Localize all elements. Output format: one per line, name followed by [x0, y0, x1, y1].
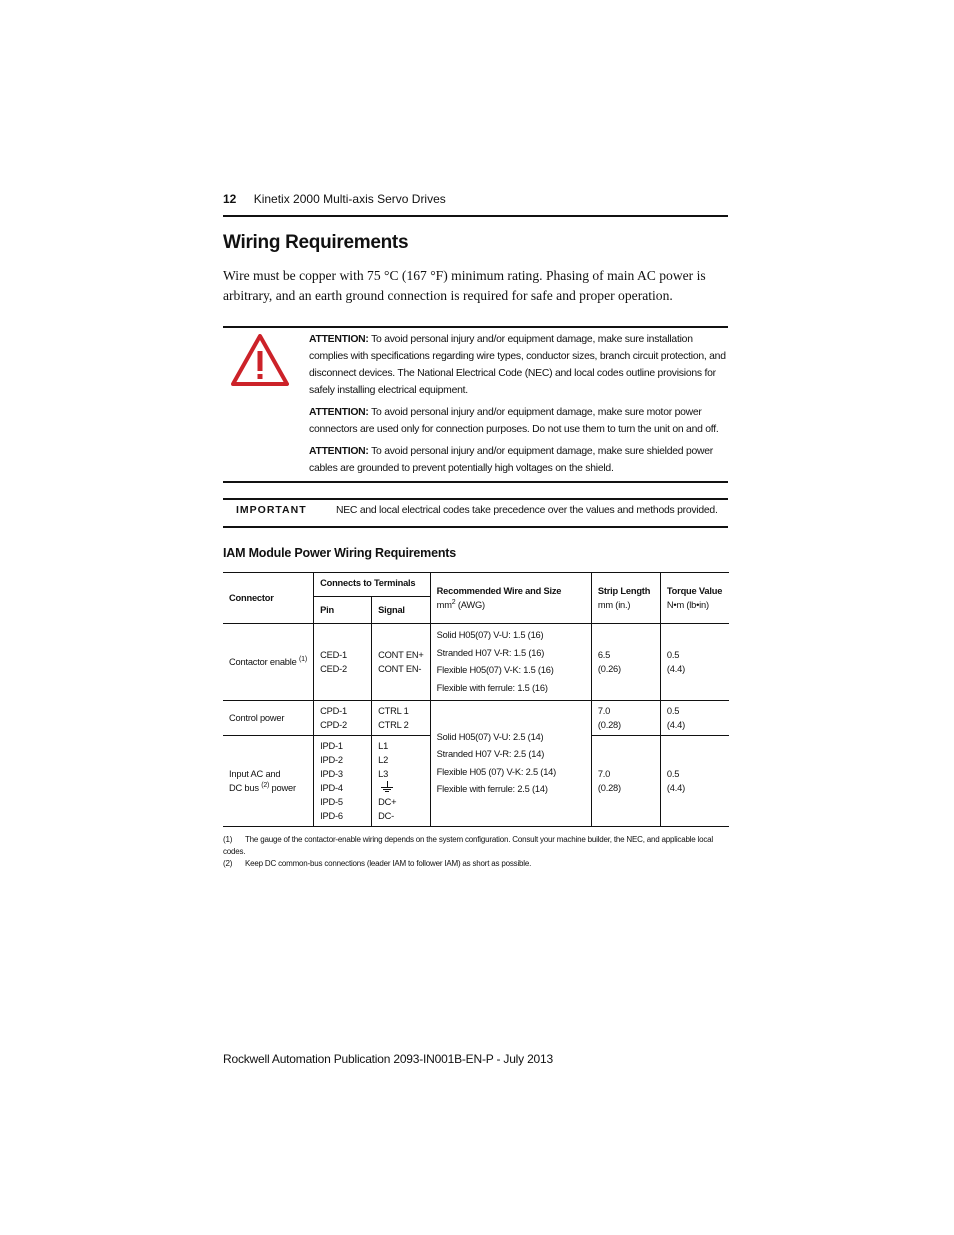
attention-label: ATTENTION: — [309, 446, 369, 457]
table-row — [223, 701, 729, 736]
header-torque-unit: N•m (lb•in) — [666, 600, 709, 610]
page-footer: Rockwell Automation Publication 2093-IN001B-EN-P - July 2013 — [223, 1052, 553, 1066]
header-wire — [430, 573, 591, 624]
attention-message: To avoid personal injury and/or equipment damage, make sure motor power connectors are used only for connection purposes. Do not use them to turn the unit on and off. — [309, 407, 719, 435]
pin-cell: IPD-1 IPD-2 IPD-3 IPD-4 IPD-5 IPD-6 — [314, 736, 372, 827]
footnote: (1) The gauge of the contactor-enable wiring depends on the system configuration. Consult your machine builder, the NEC, and applicable local codes. — [223, 835, 714, 856]
attention-text — [309, 331, 730, 482]
signal-cell: CTRL 1 CTRL 2 — [372, 701, 431, 736]
page-header — [223, 192, 728, 206]
important-box — [223, 498, 728, 528]
attention-item — [309, 331, 730, 399]
attention-box — [223, 326, 728, 483]
strip-cell: 6.5 (0.26) — [591, 624, 660, 701]
intro-paragraph: Wire must be copper with 75 °C (167 °F) minimum rating. Phasing of main AC power is arbitrary, and an earth ground connection is required for safe and proper operation. — [223, 268, 706, 303]
connector-cell: Contactor enable $^{(1)}$ — [223, 624, 314, 701]
header-strip-label: Strip Length — [597, 586, 651, 596]
attention-item — [309, 443, 730, 477]
wiring-table — [223, 572, 729, 827]
attention-label: ATTENTION: — [309, 407, 369, 418]
page-number: 12 — [223, 192, 237, 206]
ground-icon — [381, 781, 393, 793]
table-title: IAM Module Power Wiring Requirements — [223, 546, 456, 560]
header-signal: Signal — [372, 597, 431, 624]
header-strip — [591, 573, 660, 624]
document-title: Kinetix 2000 Multi-axis Servo Drives — [253, 192, 446, 206]
strip-cell: 7.0 (0.28) — [591, 701, 660, 736]
table-header-row — [223, 573, 729, 597]
section-title: Wiring Requirements — [223, 232, 409, 253]
important-text: NEC and local electrical codes take precedence over the values and methods provided. — [336, 505, 718, 516]
pin-cell: CPD-1 CPD-2 — [314, 701, 372, 736]
connector-cell: Control power — [223, 701, 314, 736]
header-rule — [223, 215, 728, 217]
footnotes — [223, 834, 729, 870]
header-wire-unit: $mm^2$ (AWG) — [436, 598, 485, 610]
header-torque — [660, 573, 729, 624]
header-torque-label: Torque Value — [666, 586, 723, 596]
attention-message: To avoid personal injury and/or equipment damage, make sure shielded power cables are grounded to prevent potentially high voltages on the shield. — [309, 446, 714, 474]
torque-cell: 0.5 (4.4) — [660, 701, 729, 736]
pin-cell: CED-1 CED-2 — [314, 624, 372, 701]
signal-cell: CONT EN+ CONT EN- — [372, 624, 431, 701]
attention-label: ATTENTION: — [309, 334, 369, 345]
header-connector: Connector — [223, 573, 314, 624]
header-connects-to: Connects to Terminals — [314, 573, 431, 597]
torque-cell: 0.5 (4.4) — [660, 624, 729, 701]
table-row — [223, 624, 729, 701]
warning-triangle-icon — [231, 334, 289, 386]
header-strip-unit: mm (in.) — [597, 600, 631, 610]
shared-wire-cell: Solid H05(07) V-U: 2.5 (14) Stranded H07 V-R: 2.5 (14) Flexible H05 (07) V-K: 2.5 (14) Flexible with ferrule: 2.5 (14) — [430, 701, 591, 827]
footnote: (2) Keep DC common-bus connections (leader IAM to follower IAM) as short as possible. — [223, 859, 532, 868]
header-pin: Pin — [314, 597, 372, 624]
important-label: IMPORTANT — [236, 504, 307, 516]
connector-cell: Input AC and DC bus $^{(2)}$ power — [223, 736, 314, 827]
signal-cell: L1 L2 L3 DC+ DC- — [372, 736, 431, 827]
strip-cell: 7.0 (0.28) — [591, 736, 660, 827]
attention-message: To avoid personal injury and/or equipment damage, make sure installation complies with specifications regarding wire types, conductor sizes, branch circuit protection, and disconnect devices. The National Electrical Code (NEC) and local codes outline provisions for safely installing electrical equipment. — [309, 334, 726, 396]
header-wire-label: Recommended Wire and Size — [436, 586, 562, 596]
wire-cell: Solid H05(07) V-U: 1.5 (16) Stranded H07 V-R: 1.5 (16) Flexible H05(07) V-K: 1.5 (16) Flexible with ferrule: 1.5 (16) — [430, 624, 591, 701]
attention-item — [309, 404, 730, 438]
torque-cell: 0.5 (4.4) — [660, 736, 729, 827]
